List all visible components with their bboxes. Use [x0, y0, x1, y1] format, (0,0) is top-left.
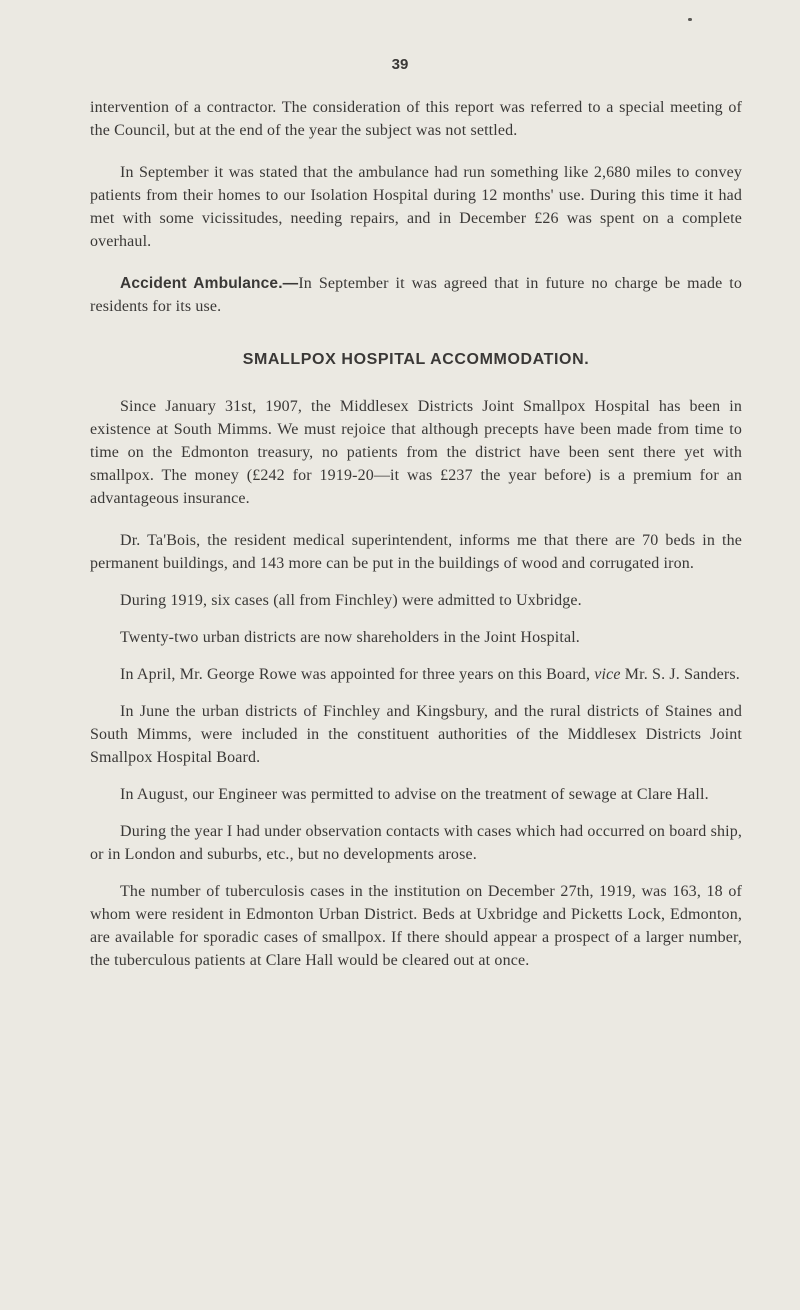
paragraph-text: In September it was agreed that in future no charge be made to residents for its use. — [90, 275, 743, 315]
paragraph-tuberculosis: The number of tuberculosis cases in the institution on December 27th, 1919, was 163, 18 of whom were resident in Edmonton Urban District. Beds at Uxbridge and Picketts Lock, Edmonton, are available for sporadic cases of smallpox. If there should appear a prospect of a larger number, the tuberculous patients at Clare Hall would be cleared out at once. — [90, 883, 742, 969]
section-heading: SMALLPOX HOSPITAL ACCOMMODATION. — [242, 351, 590, 368]
paragraph-board-appointment — [90, 663, 742, 686]
paragraph-engineer: In August, our Engineer was permitted to advise on the treatment of sewage at Clare Hall. — [120, 786, 709, 803]
ink-speck — [688, 18, 692, 21]
italic-word: vice — [594, 666, 621, 683]
paragraph-text: In April, Mr. George Rowe was appointed for three years on this Board, — [120, 666, 591, 683]
paragraph-beds: Dr. Ta'Bois, the resident medical superintendent, informs me that there are 70 beds in the permanent buildings, and 143 more can be put in the buildings of wood and corrugated iron. — [90, 532, 742, 572]
paragraph-accident-ambulance — [90, 272, 742, 318]
paragraph-contacts: During the year I had under observation contacts with cases which had occurred on board ship, or in London and suburbs, etc., but no developments arose. — [90, 823, 742, 863]
paragraph-cases-1919: During 1919, six cases (all from Finchley) were admitted to Uxbridge. — [120, 592, 582, 609]
paragraph-shareholders: Twenty-two urban districts are now shareholders in the Joint Hospital. — [120, 629, 580, 646]
paragraph-continuation: intervention of a contractor. The consideration of this report was referred to a special meeting of the Council, but at the end of the year the subject was not settled. — [90, 99, 742, 139]
paragraph-text: Mr. S. J. Sanders. — [624, 666, 740, 683]
run-in-heading: Accident Ambulance.— — [120, 275, 299, 292]
paragraph-constituent-authorities: In June the urban districts of Finchley and Kingsbury, and the rural districts of Staines and South Mimms, were included in the constituent authorities of the Middlesex Districts Joint Smallpox Hospital Board. — [90, 703, 742, 766]
paragraph-ambulance-mileage: In September it was stated that the ambulance had run something like 2,680 miles to convey patients from their homes to our Isolation Hospital during 12 months' use. During this time it had met with some vicissitudes, needing repairs, and in December £26 was spent on a complete overhaul. — [90, 164, 742, 250]
paragraph-hospital-history: Since January 31st, 1907, the Middlesex Districts Joint Smallpox Hospital has been in existence at South Mimms. We must rejoice that although precepts have been made from time to time on the Edmonton treasury, no patients from the district have been sent there yet with smallpox. The money (£242 for 1919-20—it was £237 the year before) is a premium for an advantageous insurance. — [90, 398, 742, 507]
page-number: 39 — [391, 56, 409, 73]
page-body — [90, 96, 742, 991]
